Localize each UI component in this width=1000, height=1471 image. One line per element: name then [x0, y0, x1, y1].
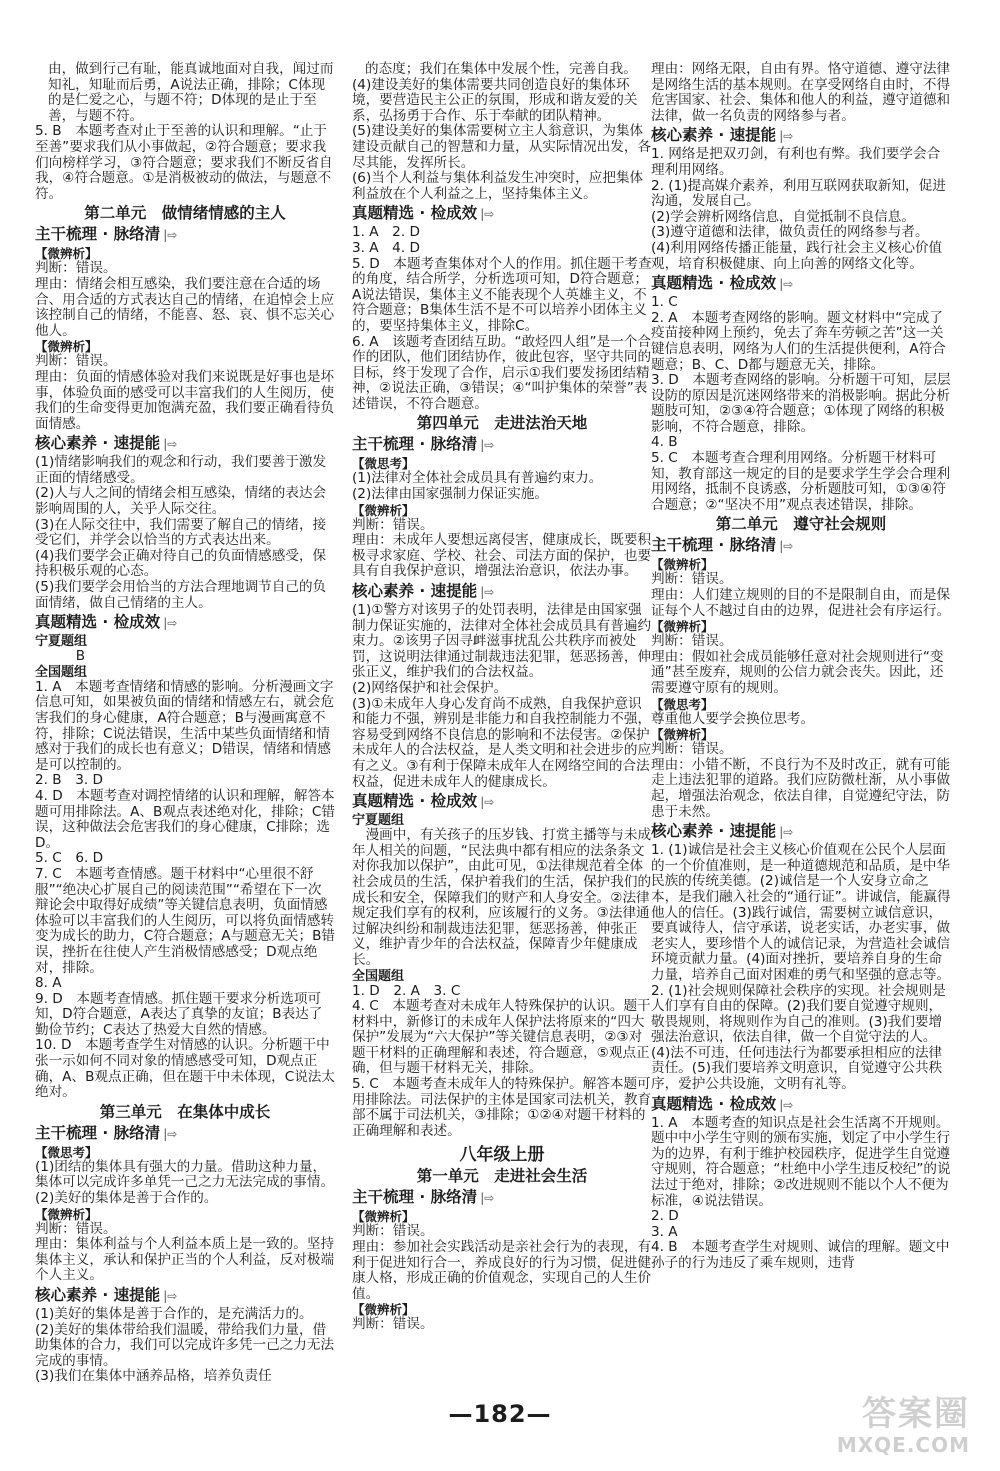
- arrow-icon: |⇨: [779, 825, 794, 840]
- unit-heading: 第二单元 做情绪情感的主人: [84, 204, 286, 223]
- text-block: 理由：人们建立规则的目的不是限制自由，而是保证每个人不越过自由的边界，促进社会有序运行。: [651, 587, 951, 619]
- text-block: B: [35, 648, 86, 665]
- column-1: [35, 62, 335, 1385]
- text-block: 由，做到行己有耻，能真诚地面对自我，闻过而知礼，知耻而后勇，A说法正确，排除；C体现的是仁爱之心，与题不符；D体现的是止于至善，与题不符。: [48, 61, 334, 124]
- text-block: 理由：假如社会成员能够任意对社会规则进行“变通”甚至废弃，规则的公信力就会丧失。因此，还需要遵守原有的规则。: [651, 648, 944, 696]
- text-block: 10. D 本题考查学生对情感的认识。分析题干中张一示如何不同对象的情感感受可知，D观点正确，A、B观点正确，但在题干中未体现，C说法太绝对。: [35, 1037, 335, 1101]
- section-heading: [352, 1187, 652, 1208]
- text-block: (2)学会辨析网络信息，自觉抵制不良信息。: [651, 208, 915, 225]
- section-title: 真题精选 · 检成效: [651, 1094, 777, 1113]
- tag-label: 【微辨析】: [35, 1206, 98, 1222]
- text-block: (1)团结的集体具有强大的力量。借助这种力量，集体可以完成许多单凭一己之力无法完成的事情。: [35, 1158, 335, 1191]
- text-block: 2. A 本题考查网络的影响。题文材料中“完成了疫苗接种网上预约，免去了奔车劳顿之苦”这一关键信息表明，网络为人们的生活提供便利，A符合题意；B、C、D都与题意无关，排除。: [651, 309, 946, 373]
- text-block: 判断：错误。: [352, 1316, 434, 1333]
- unit-heading: 第一单元 走进社会生活: [416, 1167, 588, 1186]
- text-block: 9. D 本题考查情感。抓住题干要求分析选项可知，D符合题意，A表达了真挚的友谊；B表达了勤俭节约；C表达了热爱大自然的情感。: [35, 990, 323, 1038]
- section-title: 真题精选 · 检成效: [352, 792, 478, 811]
- text-block: 1. A 本题考查的知识点是社会生活离不开规则。题中中小学生守则的颁布实施，划定了中小学生行为的边界，有利于维护校园秩序，促进学生自觉遵守规则，符合题意；“杜绝中小学生违反校纪”的说法过于绝对，排除；②改进规则不能以个人不便为标准，④说法错误。: [651, 1114, 951, 1209]
- text-block: 4. C 本题考查对未成年人特殊保护的认识。题干材料中，新修订的未成年人保护法将原来的“四大保护”发展为“六大保护”等关键信息表明，②③对题干材料的正确理解和表述，符合题意，⑤观点正确，但与题干材料无关，排除。: [352, 998, 651, 1077]
- text-block: (3)①未成年人身心发育尚不成熟，自我保护意识和能力不强，辨别是非能力和自我控制能力不强，容易受到网络不良信息的影响和不法侵害。②保护未成年人的合法权益，是人类文明和社会进步的应有之义。③有利于保障未成年人在网络空间的合法权益，促进未成年人的健康成长。: [352, 695, 652, 790]
- text-block: 1. C: [651, 294, 678, 311]
- section-heading: [35, 1123, 335, 1144]
- text-block: 2. (1)提高媒介素养，利用互联网获取新知，促进沟通，发展自己。: [651, 177, 946, 210]
- text-block: 1. A 本题考查情绪和情感的影响。分析漫画文字信息可知，如果被负面的情绪和情感左右，就会危害我们的身心健康，A符合题意；B与漫画寓意不符，排除；C说法错误，生活中某些负面情绪和情感对于我们的成长也有意义；D错误，情绪和情感是可以控制的。: [35, 678, 335, 773]
- text-block: (2)网络保护和社会保护。: [352, 680, 508, 696]
- section-heading: [352, 434, 652, 455]
- tag-label: 【微辨析】: [651, 557, 714, 573]
- arrow-icon: |⇨: [779, 539, 794, 554]
- text-block: 4. B: [651, 434, 678, 451]
- text-block: 5. C 6. D: [35, 850, 104, 867]
- text-block: 判断：错误。: [35, 353, 117, 370]
- text-block: 2. D: [651, 1208, 679, 1225]
- tag-label: 【微辨析】: [651, 727, 714, 743]
- text-block: 判断：错误。: [651, 633, 733, 650]
- tag-label: 【微辨析】: [651, 619, 714, 635]
- arrow-icon: |⇨: [163, 1126, 178, 1141]
- text-block: (1)美好的集体是善于合作的，是充满活力的。: [35, 1306, 313, 1322]
- text-block: 理由：情绪会相互感染，我们要注意在合适的场合、用合适的方式表达自己的情绪，在追悼会上应该控制自己的情绪，不能喜、怒、哀、惧不忘关心他人。: [35, 275, 335, 339]
- arrow-icon: |⇨: [163, 228, 178, 243]
- arrow-icon: |⇨: [779, 277, 794, 292]
- subgroup-label: 宁夏题组: [352, 813, 405, 829]
- arrow-icon: |⇨: [779, 1097, 794, 1112]
- column-3: [651, 62, 951, 1272]
- text-block: 8. A: [35, 975, 62, 992]
- text-block: 理由：未成年人要想远离侵害，健康成长，既要积极寻求家庭、学校、社会、司法方面的保护，也要具有自我保护意识，增强法治意识，依法办事。: [352, 532, 652, 580]
- text-block: 3. A: [651, 1223, 678, 1240]
- section-heading: [651, 125, 951, 146]
- section-title: 真题精选 · 检成效: [35, 613, 161, 632]
- section-heading: [651, 535, 951, 556]
- text-block: 2. B 3. D: [35, 772, 103, 789]
- section-title: 核心素养 · 速提能: [651, 126, 777, 145]
- section-heading: [35, 433, 335, 454]
- tag-label: 【微思考】: [35, 1144, 98, 1160]
- section-heading: [651, 1094, 951, 1115]
- arrow-icon: |⇨: [163, 616, 178, 631]
- unit-heading: 第二单元 遵守社会规则: [715, 515, 887, 534]
- text-block: (5)我们要学会用恰当的方法合理地调节自己的负面情绪，做自己情绪的主人。: [35, 579, 327, 611]
- section-title: 真题精选 · 检成效: [651, 274, 777, 293]
- text-block: 1. D 2. A 3. C: [352, 982, 461, 999]
- unit-heading: 第三单元 在集体中成长: [99, 1102, 271, 1121]
- text-block: (4)利用网络传播正能量，践行社会主义核心价值观，培育积极健康、向上向善的网络文化等。: [651, 239, 943, 272]
- text-block: (1)情绪影响我们的观念和行动，我们要善于激发正面的情绪感受。: [35, 454, 327, 486]
- text-block: 理由：集体利益与个人利益本质上是一致的。坚持集体主义，承认和保护正当的个人利益，反对极端个人主义。: [35, 1236, 335, 1284]
- text-block: (4)我们要学会正确对待自己的负面情感感受，保持积极乐观的心态。: [35, 547, 327, 580]
- text-block: 漫画中，有关孩子的压岁钱、打赏主播等与未成年人相关的问题，“民法典中都有相应的法条条文对你我加以保护”，由此可见，①法律规范着全体社会成员的生活，保护着我们的生活，保护我们的成长和安全，保障我们的财产和人身安全。②法律规定我们享有的权利，应该履行的义务。③法律通过解决纠纷和制裁违法犯罪，惩恶扬善，伸张正义，维护青少年的合法权益，保障青少年健康成长。: [352, 827, 652, 968]
- text-block: 的态度；我们在集体中发展个性，完善自我。: [365, 61, 637, 77]
- subgroup-label: 宁夏题组: [35, 634, 88, 650]
- text-block: (1)①警方对该男子的处罚表明，法律是由国家强制力保证实施的，法律对全体社会成员具有普遍约束力。②该男子因寻衅滋事扰乱公共秩序而被处罚，这说明法律通过制裁违法犯罪，惩恶扬善，伸张正义，维护我们的合法权益。: [352, 602, 652, 681]
- section-title: 主干梳理 · 脉络清: [651, 536, 777, 555]
- text-block: 判断：错误。: [35, 260, 117, 277]
- text-block: 5. D 本题考查集体对个人的作用。抓住题干考查的角度，结合所学，分析选项可知，D符合题意；A说法错误，集体主义不能表现个人英雄主义，不符合题意；B集体生活不是不可以培养小团体主义的，要坚持集体主义，排除C。: [352, 255, 652, 334]
- arrow-icon: |⇨: [779, 129, 794, 144]
- text-block: 4. B 本题考查学生对规则、诚信的理解。题文中孙子的行为违反了乘车规则，违背: [651, 1239, 950, 1271]
- section-title: 核心素养 · 速提能: [651, 822, 777, 841]
- tag-label: 【微辨析】: [35, 246, 98, 262]
- tag-label: 【微辨析】: [352, 502, 415, 518]
- text-block: (3)遵守道德和法律，做负责任的网络参与者。: [651, 224, 929, 241]
- text-block: 1. A 2. D: [352, 224, 420, 241]
- text-block: 理由：网络无限，自由有界。恪守道德、遵守法律是网络生活的基本规则。在享受网络自由时，不得危害国家、社会、集体和他人的利益，遵守道德和法律，做一名负责的网络参与者。: [651, 61, 951, 124]
- arrow-icon: |⇨: [480, 1191, 495, 1206]
- arrow-icon: |⇨: [163, 1289, 178, 1303]
- text-block: 判断：错误。: [651, 741, 733, 758]
- section-title: 主干梳理 · 脉络清: [35, 225, 161, 244]
- text-block: (5)建设美好的集体需要树立主人翁意识，为集体建设贡献自己的智慧和力量，从实际情况出发，各尽其能，发挥所长。: [352, 123, 652, 171]
- text-block: 4. D 本题考查对调控情绪的认识和理解，解答本题可用排除法。A、B观点表述绝对化，排除；C错误，这种做法会危害我们的身心健康，C排除；选D。: [35, 787, 335, 851]
- text-block: 判断：错误。: [352, 516, 434, 533]
- arrow-icon: |⇨: [480, 207, 495, 222]
- arrow-icon: |⇨: [480, 795, 495, 810]
- unit-heading: 第四单元 走进法治天地: [416, 414, 588, 433]
- section-heading: [352, 581, 652, 602]
- text-block: (2)美好的集体是善于合作的。: [35, 1190, 218, 1207]
- text-block: (6)当个人利益与集体利益发生冲突时，应把集体利益放在个人利益之上，坚持集体主义。: [352, 170, 644, 202]
- subgroup-label: 全国题组: [35, 664, 88, 680]
- text-block: 1. 网络是把双刃剑，有利也有弊。我们要学会合理利用网络。: [651, 146, 941, 178]
- text-block: 2. (1)社会规则保障社会秩序的实现。社会规则是人们享有自由的保障。(2)我们要自觉遵守规则，敬畏规则，将规则作为自己的准则。(3)我们要增强法治意识，依法自律，做一个自觉守法的人。(4)法不可违，任何违法行为都要承担相应的法律责任。(5)我们要培养文明意识，自觉遵守公共秩序，爱护公共设施，文明有礼等。: [651, 982, 946, 1093]
- section-title: 主干梳理 · 脉络清: [35, 1123, 161, 1142]
- text-block: (2)美好的集体带给我们温暖，带给我们力量，借助集体的合力，我们可以完成许多凭一己之力无法完成的事情。: [35, 1321, 335, 1369]
- section-title: 核心素养 · 速提能: [352, 582, 478, 601]
- section-heading: [352, 203, 652, 224]
- page-number: —182—: [448, 1400, 552, 1428]
- section-heading: [35, 224, 335, 245]
- column-2: [352, 62, 652, 1333]
- text-block: (2)人与人之间的情绪会相互感染，情绪的表达会影响周围的人，关乎人际交往。: [35, 485, 327, 518]
- text-block: 5. B 本题考查对止于至善的认识和理解。“止于至善”要求我们从小事做起，②符合题意；要求我们向榜样学习，③符合题意；要求我们不断反省自我，④符合题意。①是消极被动的做法，与题意不符。: [35, 123, 333, 202]
- section-title: 核心素养 · 速提能: [35, 434, 161, 453]
- text-block: 1. (1)诚信是社会主义核心价值观在公民个人层面的一个价值准则，是一种道德规范和品质，是中华民族的传统美德。(2)诚信是一个人安身立命之本，是我们融入社会的“通行证”。讲诚信，能赢得他人的信任。(3)践行诚信，需要树立诚信意识，要真诚待人，信守承诺，说老实话，办老实事，做老实人，要珍惜个人的诚信记录，为营造社会诚信环境贡献力量。(4)面对挫折，要培养自身的生命力量，培养自己面对困难的勇气和坚强的意志等。: [651, 842, 951, 983]
- text-block: 理由：参加社会实践活动是亲社会行为的表现，有利于促进知行合一，养成良好的行为习惯，促进健康人格，形成正确的价值观念，实现自己的人生价值。: [352, 1239, 652, 1302]
- watermark-text: 答案圈: [862, 1394, 970, 1434]
- grade-heading: 八年级上册: [459, 1145, 545, 1166]
- section-title: 主干梳理 · 脉络清: [352, 435, 478, 454]
- text-block: 5. C 本题考查合理利用网络。分析题干材料可知，教育部这一规定的目的是要求学生学会合理利用网络，抵制不良诱惑，分析题肢可知，①③④符合题意；②“坚决不用”观点表述错误，排除。: [651, 450, 951, 513]
- text-block: 理由：负面的情感体验对我们来说既是好事也是坏事，体验负面的感受可以丰富我们的人生阅历，使我们的生命变得更加饱满充盈，我们要正确看待负面情感。: [35, 368, 335, 432]
- section-heading: [35, 612, 335, 633]
- arrow-icon: |⇨: [480, 438, 495, 453]
- arrow-icon: |⇨: [480, 585, 495, 600]
- arrow-icon: |⇨: [163, 437, 178, 452]
- tag-label: 【微辨析】: [352, 1209, 415, 1225]
- tag-label: 【微思考】: [651, 696, 714, 712]
- section-heading: [35, 1285, 335, 1306]
- section-heading: [651, 273, 951, 294]
- text-block: 3. D 本题考查网络的影响。分析题干可知，层层设防的原因是沉迷网络带来的消极影响。据此分析题肢可知，②③④符合题意；①体现了网络的积极影响，不符合题意，排除。: [651, 372, 951, 435]
- text-block: (2)法律由国家强制力保证实施。: [352, 486, 548, 503]
- text-block: 5. C 本题考查未成年人的特殊保护。解答本题可用排除法。司法保护的主体是国家司法机关，教育部不属于司法机关，③排除；①②④对题干材料的正确理解和表述。: [352, 1076, 652, 1139]
- section-title: 主干梳理 · 脉络清: [352, 1188, 478, 1207]
- section-heading: [651, 821, 951, 842]
- watermark-logo: [810, 1395, 970, 1461]
- text-block: 尊重他人要学会换位思考。: [651, 710, 815, 727]
- section-title: 真题精选 · 检成效: [352, 204, 478, 223]
- subgroup-label: 全国题组: [352, 968, 405, 984]
- text-block: (3)我们在集体中涵养品格，培养负责任: [35, 1368, 272, 1385]
- tag-label: 【微辨析】: [352, 1302, 415, 1318]
- text-block: 理由：小错不断，不良行为不及时改正，就有可能走上违法犯罪的道路。我们应防微杜渐，从小事做起，增强法治观念，依法自律，自觉遵纪守法，防患于未然。: [651, 756, 951, 820]
- tag-label: 【微辨析】: [35, 339, 98, 355]
- section-title: 核心素养 · 速提能: [35, 1286, 161, 1304]
- text-block: 判断：错误。: [35, 1220, 117, 1237]
- tag-label: 【微思考】: [352, 456, 415, 472]
- text-block: 3. A 4. D: [352, 239, 420, 256]
- text-block: 判断：错误。: [651, 571, 733, 588]
- text-block: 7. C 本题考查情感。题干材料中“心里很不舒服”“绝决心扩展自己的阅读范围”“希望在下一次辩论会中取得好成绩”等关键信息表明，负面情感体验可以丰富我们的人生阅历，可以将负面情感转变为成长的助力，C符合题意；A与题意无关；B错误，挫折在往使人产生消极情感感受；D观点绝对，排除。: [35, 865, 335, 976]
- watermark-domain: MXQE.COM: [836, 1433, 970, 1457]
- section-heading: [352, 791, 652, 812]
- text-block: (4)建设美好的集体需要共同创造良好的集体环境，要营造民主公正的氛围，形成和谐友爱的关系，弘扬勇于合作、乐于奉献的团队精神。: [352, 76, 638, 124]
- text-block: (3)在人际交往中，我们需要了解自己的情绪，接受它们，并学会以恰当的方式表达出来。: [35, 516, 327, 549]
- text-block: 6. A 该题考查团结互助。“敢烃四人组”是一个合作的团队，他们团结协作，彼此包容，坚守共同的目标，终于发现了合作，启示①我们要发扬团结精神，②说法正确，③错误；④“叫护集体的荣誉”表述错误，不符合题意。: [352, 333, 652, 412]
- text-block: (1)法律对全体社会成员具有普遍约束力。: [352, 470, 603, 487]
- text-block: 判断：错误。: [352, 1223, 434, 1240]
